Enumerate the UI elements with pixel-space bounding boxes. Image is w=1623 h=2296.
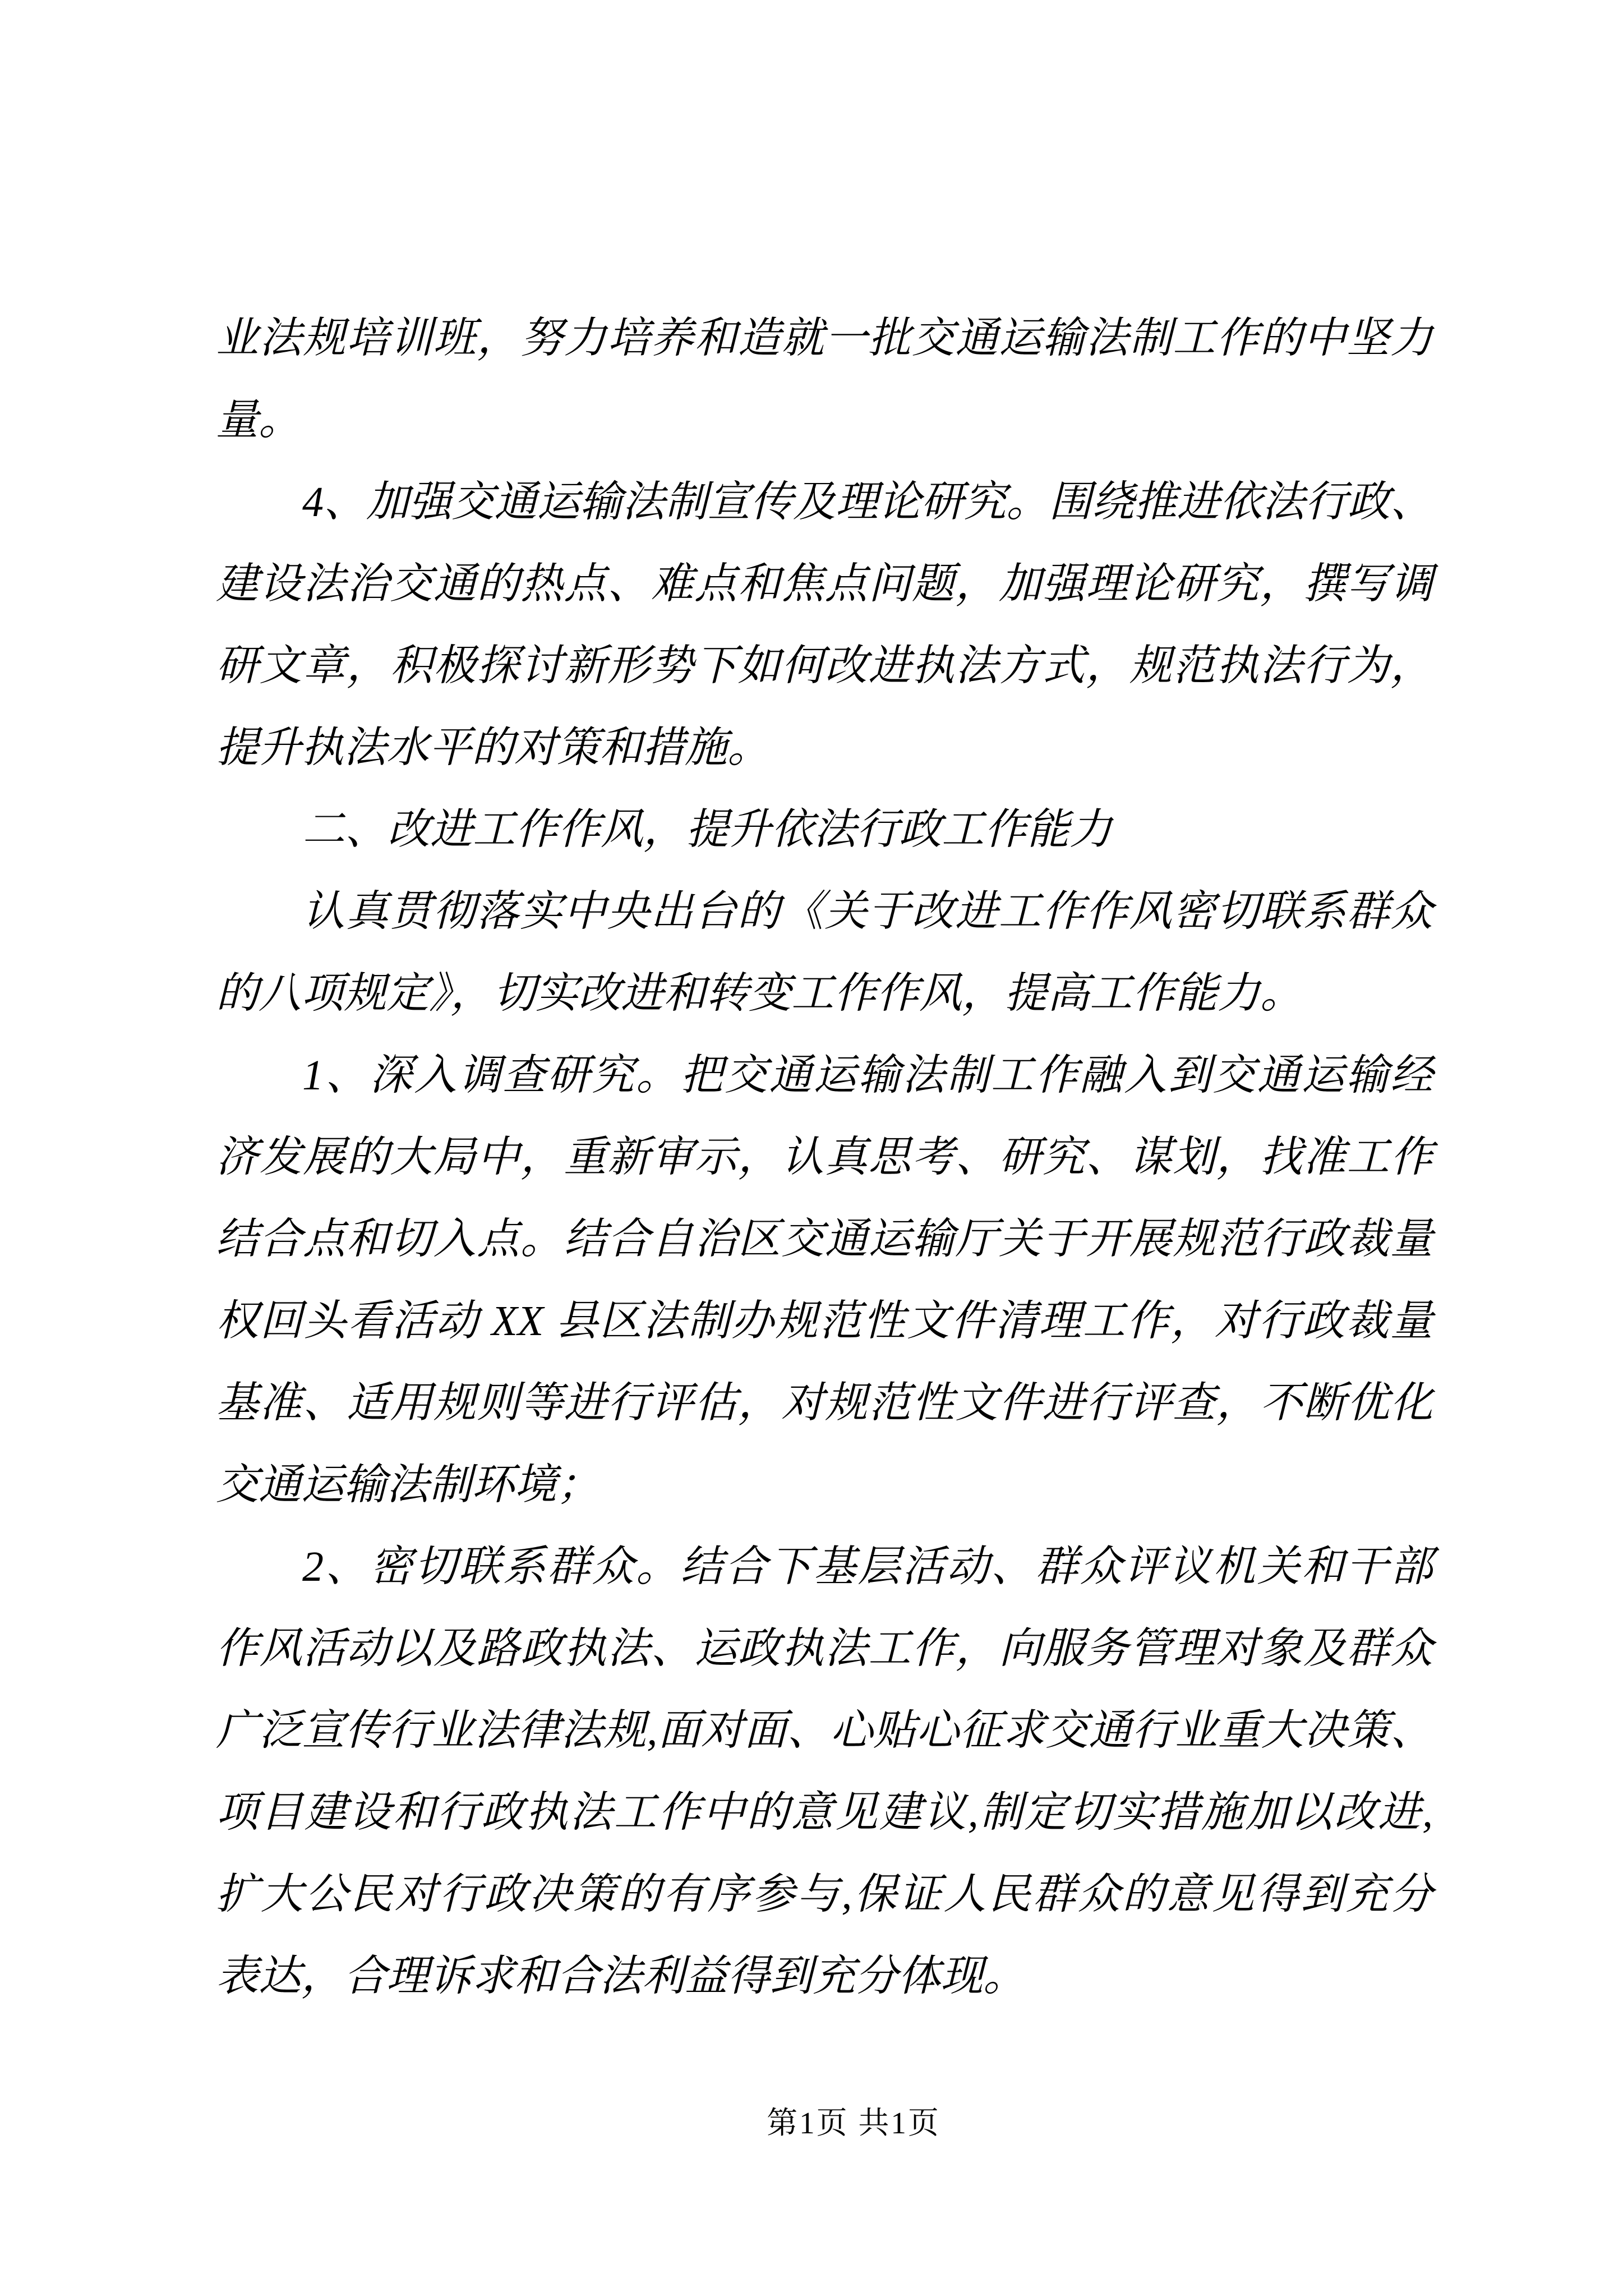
text-line: 量。 <box>216 397 301 444</box>
text-line: 业法规培训班，努力培养和造就一批交通运输法制工作的中坚力 <box>216 315 1433 362</box>
text-line: 基准、适用规则等进行评估，对规范性文件进行评查，不断优化 <box>216 1379 1433 1427</box>
section-heading-line: 二、改进工作作风，提升依法行政工作能力 <box>302 806 1112 853</box>
text-line: 项目建设和行政执法工作中的意见建议,制定切实措施加以改进, <box>216 1789 1433 1836</box>
text-line: 交通运输法制环境； <box>216 1461 600 1508</box>
document-body <box>216 297 1433 2017</box>
text-line: 1、深入调查研究。把交通运输法制工作融入到交通运输经 <box>302 1052 1433 1099</box>
text-line: 认真贯彻落实中央出台的《关于改进工作作风密切联系群众 <box>302 888 1433 935</box>
text-line: 结合点和切入点。结合自治区交通运输厅关于开展规范行政裁量 <box>216 1216 1433 1263</box>
text-line: 作风活动以及路政执法、运政执法工作，向服务管理对象及群众 <box>216 1625 1433 1672</box>
text-line: 广泛宣传行业法律法规,面对面、心贴心征求交通行业重大决策、 <box>216 1707 1433 1754</box>
text-line: 2、密切联系群众。结合下基层活动、群众评议机关和干部 <box>302 1543 1433 1590</box>
page-footer: 第1页 共1页 <box>767 2106 940 2140</box>
text-line: 研文章，积极探讨新形势下如何改进执法方式，规范执法行为， <box>216 642 1433 689</box>
text-line: 4、加强交通运输法制宣传及理论研究。围绕推进依法行政、 <box>302 478 1433 526</box>
text-line: 权回头看活动 XX 县区法制办规范性文件清理工作，对行政裁量 <box>216 1297 1433 1345</box>
text-line: 济发展的大局中，重新审示，认真思考、研究、谋划，找准工作 <box>216 1134 1433 1181</box>
text-line: 扩大公民对行政决策的有序参与,保证人民群众的意见得到充分 <box>216 1871 1433 1918</box>
text-line: 建设法治交通的热点、难点和焦点问题，加强理论研究，撰写调 <box>216 560 1433 608</box>
text-line: 的八项规定》，切实改进和转变工作作风，提高工作能力。 <box>216 970 1303 1017</box>
text-line: 表达，合理诉求和合法利益得到充分体现。 <box>216 1953 1026 2000</box>
text-line: 提升执法水平的对策和措施。 <box>216 724 770 771</box>
